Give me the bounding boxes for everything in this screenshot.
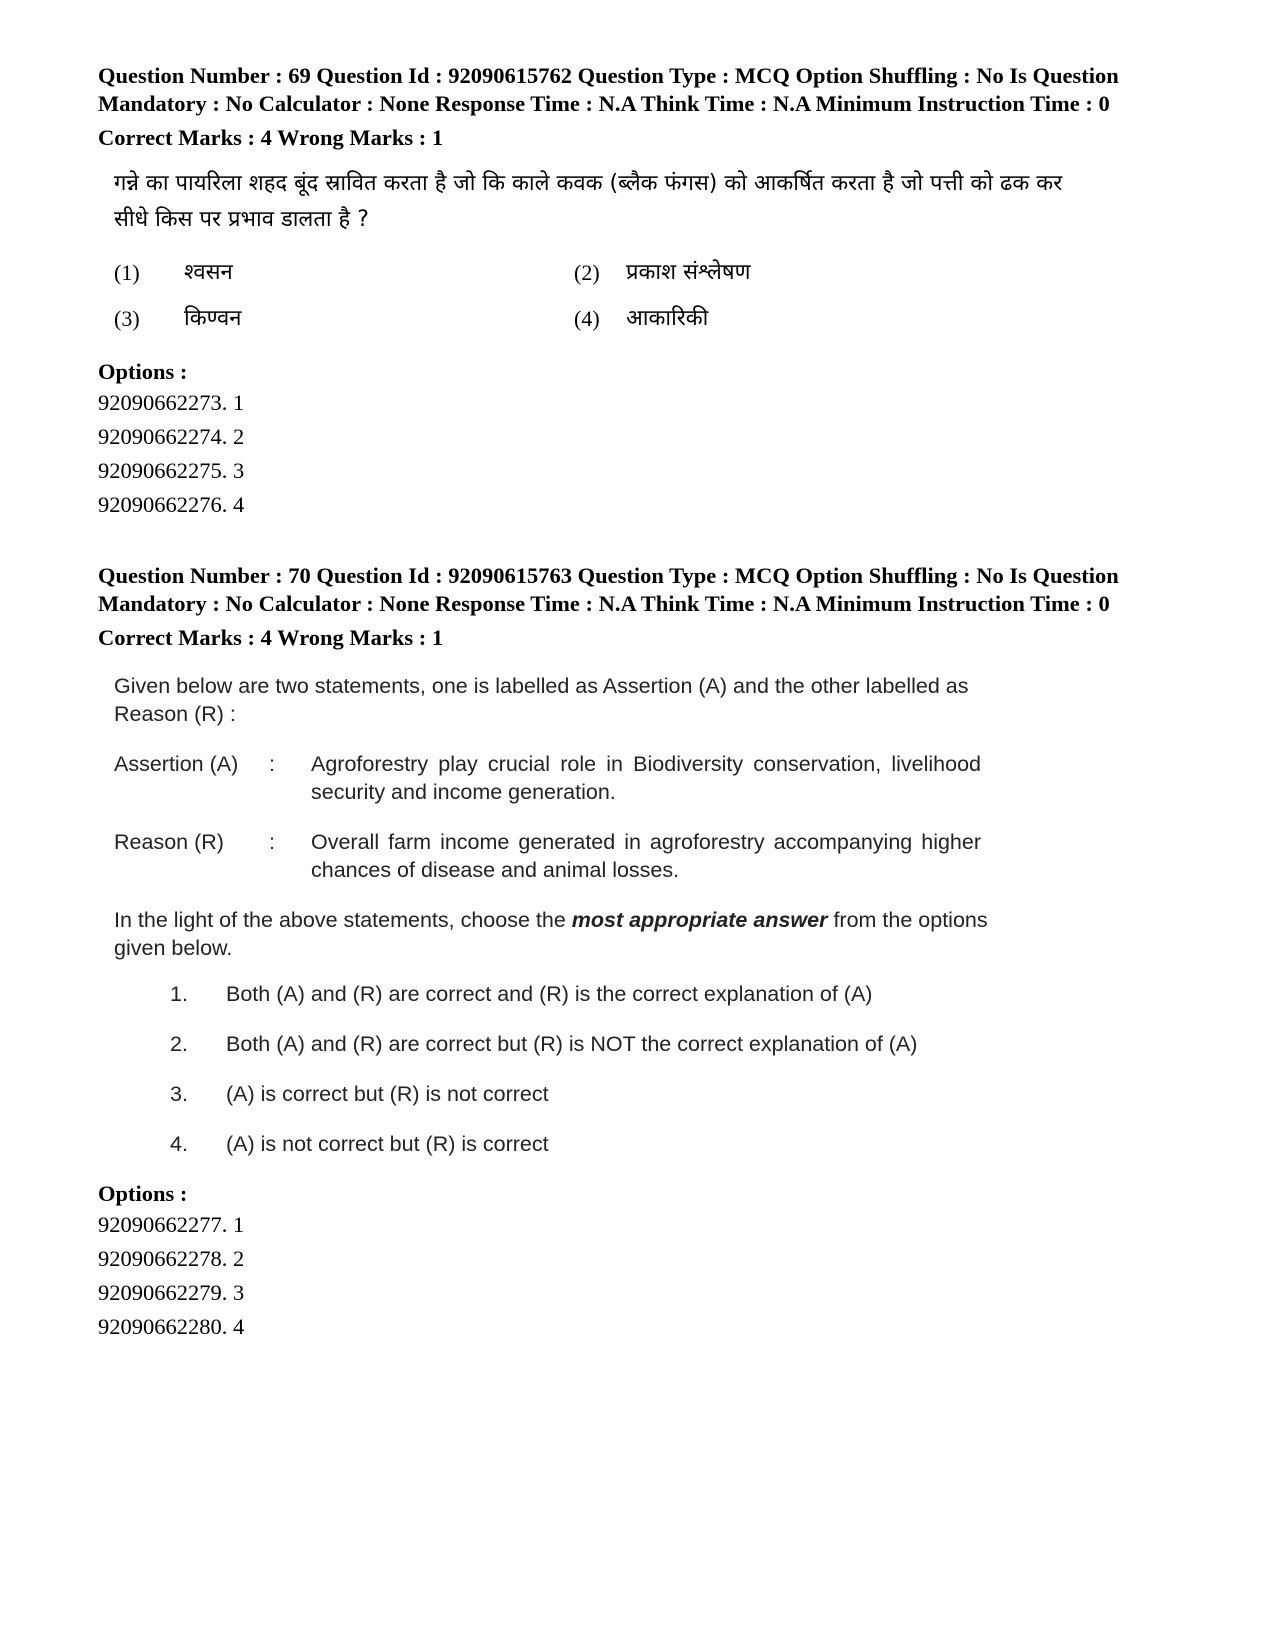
option-line: 92090662280. 4 xyxy=(98,1314,245,1339)
option-line: 92090662279. 3 xyxy=(98,1280,245,1305)
english-question-image xyxy=(114,672,994,1158)
choice-text: Both (A) and (R) are correct but (R) is NOT the correct explanation of (A) xyxy=(226,1032,918,1056)
instruction-emphasis: most appropriate answer xyxy=(571,908,828,932)
document-page xyxy=(98,62,1178,1344)
choice-item xyxy=(170,1080,994,1108)
choice-number: 4. xyxy=(170,1132,188,1156)
instruction-after: from the options given below. xyxy=(114,908,988,960)
option-line: 92090662278. 2 xyxy=(98,1246,245,1271)
hindi-option xyxy=(114,256,574,290)
hindi-option xyxy=(574,302,1034,336)
options-title: Options : xyxy=(98,359,188,384)
choice-number: 3. xyxy=(170,1082,188,1106)
option-line: 92090662274. 2 xyxy=(98,424,245,449)
hindi-question-image xyxy=(114,166,1074,336)
assertion-row xyxy=(114,750,994,806)
hindi-option-number: (2) xyxy=(574,260,600,285)
question-meta: Question Number : 69 Question Id : 92090615762 Question Type : MCQ Option Shuffling : No Is Question Mandatory : No Calculator : None Response Time : N.A Think Time : N.A Minimum Instruction Time : 0 xyxy=(98,63,1119,116)
options-section xyxy=(98,1180,1178,1344)
question-intro: Given below are two statements, one is labelled as Assertion (A) and the other labelled as Reason (R) : xyxy=(114,674,969,726)
choice-item xyxy=(170,1030,994,1058)
assertion-label: Assertion (A) xyxy=(114,752,239,776)
reason-label: Reason (R) xyxy=(114,830,224,854)
hindi-question-text: गन्ने का पायरिला शहद बूंद स्रावित करता है जो कि काले कवक (ब्लैक फंगस) को आकर्षित करता है जो पत्ती को ढक कर सीधे किस पर प्रभाव डालता है ? xyxy=(114,171,1063,232)
question-meta: Question Number : 70 Question Id : 92090615763 Question Type : MCQ Option Shuffling : No Is Question Mandatory : No Calculator : None Response Time : N.A Think Time : N.A Minimum Instruction Time : 0 xyxy=(98,563,1119,616)
reason-colon: : xyxy=(269,830,275,854)
hindi-option-text: श्वसन xyxy=(184,260,233,285)
options-title: Options : xyxy=(98,1181,188,1206)
hindi-option-text: किण्वन xyxy=(184,306,242,331)
assertion-text: Agroforestry play crucial role in Biodiversity conservation, livelihood security and income generation. xyxy=(311,752,981,804)
reason-row xyxy=(114,828,994,884)
choice-number: 1. xyxy=(170,982,188,1006)
reason-text: Overall farm income generated in agroforestry accompanying higher chances of disease and animal losses. xyxy=(311,830,981,882)
choice-list xyxy=(170,980,994,1158)
hindi-option xyxy=(114,302,574,336)
question-70 xyxy=(98,562,1178,1344)
question-69 xyxy=(98,62,1178,522)
choice-text: (A) is not correct but (R) is correct xyxy=(226,1132,549,1156)
hindi-option-text: आकारिकी xyxy=(626,306,709,331)
hindi-option-number: (1) xyxy=(114,260,140,285)
choice-item xyxy=(170,980,994,1008)
hindi-option-number: (4) xyxy=(574,306,600,331)
option-line: 92090662275. 3 xyxy=(98,458,245,483)
hindi-option-text: प्रकाश संश्लेषण xyxy=(626,260,751,285)
instruction-before: In the light of the above statements, choose the xyxy=(114,908,566,932)
question-marks: Correct Marks : 4 Wrong Marks : 1 xyxy=(98,625,444,650)
option-line: 92090662276. 4 xyxy=(98,492,245,517)
choice-item xyxy=(170,1130,994,1158)
assertion-colon: : xyxy=(269,752,275,776)
option-line: 92090662273. 1 xyxy=(98,390,245,415)
question-marks: Correct Marks : 4 Wrong Marks : 1 xyxy=(98,125,444,150)
choice-text: (A) is correct but (R) is not correct xyxy=(226,1082,549,1106)
hindi-option xyxy=(574,256,1034,290)
instruction-text xyxy=(114,906,994,962)
option-line: 92090662277. 1 xyxy=(98,1212,245,1237)
hindi-option-number: (3) xyxy=(114,306,140,331)
hindi-options-grid xyxy=(114,256,1074,336)
options-section xyxy=(98,358,1178,522)
choice-text: Both (A) and (R) are correct and (R) is the correct explanation of (A) xyxy=(226,982,873,1006)
choice-number: 2. xyxy=(170,1032,188,1056)
